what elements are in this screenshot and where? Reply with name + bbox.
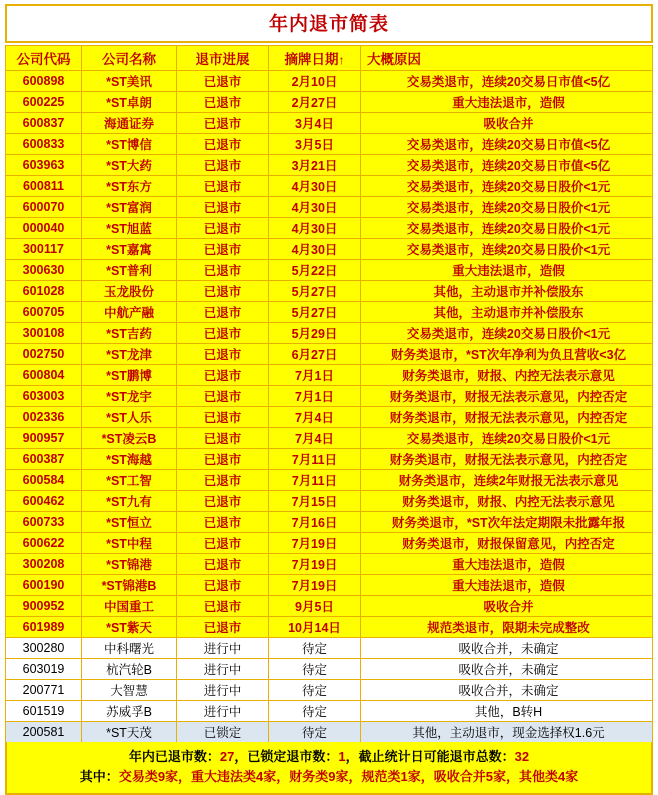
cell-delist-date: 7月1日 bbox=[269, 386, 361, 407]
cell-delist-date: 7月19日 bbox=[269, 554, 361, 575]
table-row[interactable] bbox=[6, 365, 653, 386]
cell-progress: 已退市 bbox=[177, 617, 269, 638]
cell-progress: 已退市 bbox=[177, 134, 269, 155]
summary-total-label: ，截止统计日可能退市总数： bbox=[345, 749, 515, 764]
cell-reason: 财务类退市，财报、内控无法表示意见 bbox=[361, 365, 653, 386]
table-row[interactable] bbox=[6, 659, 653, 680]
cell-reason: 交易类退市，连续20交易日股价<1元 bbox=[361, 239, 653, 260]
cell-progress: 进行中 bbox=[177, 680, 269, 701]
delisting-table bbox=[5, 45, 653, 743]
cell-delist-date: 7月19日 bbox=[269, 575, 361, 596]
cell-company-name: *ST龙津 bbox=[82, 344, 177, 365]
cell-company-name: *ST东方 bbox=[82, 176, 177, 197]
table-row[interactable] bbox=[6, 407, 653, 428]
cell-delist-date: 7月11日 bbox=[269, 470, 361, 491]
cell-progress: 已退市 bbox=[177, 386, 269, 407]
cell-delist-date: 待定 bbox=[269, 638, 361, 659]
cell-delist-date: 5月22日 bbox=[269, 260, 361, 281]
cell-delist-date: 7月1日 bbox=[269, 365, 361, 386]
cell-company-code: 300108 bbox=[6, 323, 82, 344]
summary-locked-count: 1 bbox=[338, 749, 346, 764]
cell-progress: 已退市 bbox=[177, 365, 269, 386]
cell-company-name: 中航产融 bbox=[82, 302, 177, 323]
table-row[interactable] bbox=[6, 92, 653, 113]
table-row[interactable] bbox=[6, 176, 653, 197]
cell-progress: 已退市 bbox=[177, 596, 269, 617]
cell-delist-date: 7月16日 bbox=[269, 512, 361, 533]
table-row[interactable] bbox=[6, 596, 653, 617]
table-header-row bbox=[6, 46, 653, 71]
table-row[interactable] bbox=[6, 701, 653, 722]
cell-company-code: 600070 bbox=[6, 197, 82, 218]
cell-reason: 重大违法退市，造假 bbox=[361, 575, 653, 596]
cell-company-code: 600705 bbox=[6, 302, 82, 323]
column-header-date[interactable] bbox=[269, 46, 361, 71]
cell-company-name: *ST旭蓝 bbox=[82, 218, 177, 239]
table-row[interactable] bbox=[6, 386, 653, 407]
cell-company-code: 600837 bbox=[6, 113, 82, 134]
cell-company-name: *ST中程 bbox=[82, 533, 177, 554]
cell-company-code: 603019 bbox=[6, 659, 82, 680]
table-row[interactable] bbox=[6, 71, 653, 92]
cell-delist-date: 4月30日 bbox=[269, 176, 361, 197]
cell-progress: 已退市 bbox=[177, 554, 269, 575]
table-row[interactable] bbox=[6, 155, 653, 176]
table-row[interactable] bbox=[6, 638, 653, 659]
cell-reason: 交易类退市，连续20交易日市值<5亿 bbox=[361, 155, 653, 176]
cell-progress: 已退市 bbox=[177, 302, 269, 323]
cell-delist-date: 5月29日 bbox=[269, 323, 361, 344]
cell-delist-date: 待定 bbox=[269, 680, 361, 701]
cell-company-name: *ST锦港 bbox=[82, 554, 177, 575]
cell-reason: 财务类退市，财报、内控无法表示意见 bbox=[361, 491, 653, 512]
cell-company-code: 200581 bbox=[6, 722, 82, 743]
cell-company-code: 601519 bbox=[6, 701, 82, 722]
column-header-code[interactable]: 公司代码 bbox=[6, 46, 82, 71]
cell-company-code: 600733 bbox=[6, 512, 82, 533]
cell-company-code: 000040 bbox=[6, 218, 82, 239]
cell-reason: 重大违法退市，造假 bbox=[361, 260, 653, 281]
summary-footer bbox=[5, 742, 653, 795]
cell-company-code: 600833 bbox=[6, 134, 82, 155]
sort-ascending-icon[interactable]: ↑ bbox=[338, 53, 345, 67]
cell-company-code: 600584 bbox=[6, 470, 82, 491]
cell-company-code: 600811 bbox=[6, 176, 82, 197]
cell-progress: 已退市 bbox=[177, 407, 269, 428]
cell-company-name: *ST凌云B bbox=[82, 428, 177, 449]
table-row[interactable] bbox=[6, 533, 653, 554]
table-row[interactable] bbox=[6, 575, 653, 596]
cell-delist-date: 5月27日 bbox=[269, 302, 361, 323]
cell-progress: 已退市 bbox=[177, 575, 269, 596]
table-row[interactable] bbox=[6, 449, 653, 470]
cell-company-code: 300630 bbox=[6, 260, 82, 281]
cell-company-name: *ST天茂 bbox=[82, 722, 177, 743]
cell-delist-date: 5月27日 bbox=[269, 281, 361, 302]
cell-progress: 已退市 bbox=[177, 512, 269, 533]
cell-reason: 吸收合并 bbox=[361, 596, 653, 617]
summary-breakdown-label: 其中： bbox=[79, 769, 119, 785]
cell-delist-date: 2月27日 bbox=[269, 92, 361, 113]
cell-company-code: 900957 bbox=[6, 428, 82, 449]
column-header-name[interactable]: 公司名称 bbox=[82, 46, 177, 71]
cell-reason: 交易类退市，连续20交易日股价<1元 bbox=[361, 197, 653, 218]
cell-reason: 吸收合并，未确定 bbox=[361, 680, 653, 701]
cell-company-name: *ST人乐 bbox=[82, 407, 177, 428]
cell-company-name: *ST嘉寓 bbox=[82, 239, 177, 260]
cell-reason: 交易类退市，连续20交易日股价<1元 bbox=[361, 218, 653, 239]
cell-company-name: *ST九有 bbox=[82, 491, 177, 512]
summary-delisted-label: 年内已退市数： bbox=[128, 749, 220, 764]
cell-company-name: 大智慧 bbox=[82, 680, 177, 701]
cell-delist-date: 3月5日 bbox=[269, 134, 361, 155]
summary-total-count: 32 bbox=[514, 749, 530, 764]
cell-progress: 已锁定 bbox=[177, 722, 269, 743]
cell-delist-date: 待定 bbox=[269, 701, 361, 722]
cell-progress: 已退市 bbox=[177, 155, 269, 176]
summary-delisted-count: 27 bbox=[219, 749, 235, 764]
cell-progress: 已退市 bbox=[177, 176, 269, 197]
table-row[interactable] bbox=[6, 512, 653, 533]
column-header-reason[interactable]: 大概原因 bbox=[361, 46, 653, 71]
cell-progress: 已退市 bbox=[177, 428, 269, 449]
cell-company-code: 600387 bbox=[6, 449, 82, 470]
table-row[interactable] bbox=[6, 302, 653, 323]
cell-reason: 财务类退市，*ST次年净利为负且营收<3亿 bbox=[361, 344, 653, 365]
cell-progress: 进行中 bbox=[177, 638, 269, 659]
cell-progress: 已退市 bbox=[177, 533, 269, 554]
cell-progress: 已退市 bbox=[177, 449, 269, 470]
cell-reason: 交易类退市，连续20交易日股价<1元 bbox=[361, 323, 653, 344]
cell-company-name: *ST大药 bbox=[82, 155, 177, 176]
cell-delist-date: 待定 bbox=[269, 722, 361, 743]
cell-company-name: *ST吉药 bbox=[82, 323, 177, 344]
summary-line-1 bbox=[7, 747, 651, 767]
cell-company-name: *ST紫天 bbox=[82, 617, 177, 638]
cell-reason: 交易类退市，连续20交易日市值<5亿 bbox=[361, 71, 653, 92]
cell-reason: 交易类退市，连续20交易日市值<5亿 bbox=[361, 134, 653, 155]
cell-company-code: 600190 bbox=[6, 575, 82, 596]
table-row[interactable] bbox=[6, 344, 653, 365]
cell-company-code: 601028 bbox=[6, 281, 82, 302]
cell-delist-date: 7月4日 bbox=[269, 407, 361, 428]
cell-delist-date: 3月4日 bbox=[269, 113, 361, 134]
table-row[interactable] bbox=[6, 113, 653, 134]
column-header-date-label: 摘牌日期 bbox=[284, 52, 339, 67]
cell-company-name: *ST普利 bbox=[82, 260, 177, 281]
cell-company-code: 300117 bbox=[6, 239, 82, 260]
cell-company-name: *ST锦港B bbox=[82, 575, 177, 596]
cell-delist-date: 7月4日 bbox=[269, 428, 361, 449]
cell-delist-date: 7月19日 bbox=[269, 533, 361, 554]
cell-reason: 吸收合并，未确定 bbox=[361, 638, 653, 659]
cell-company-name: 杭汽轮B bbox=[82, 659, 177, 680]
cell-reason: 重大违法退市，造假 bbox=[361, 554, 653, 575]
page-title: 年内退市简表 bbox=[5, 4, 653, 43]
table-row[interactable] bbox=[6, 491, 653, 512]
cell-delist-date: 6月27日 bbox=[269, 344, 361, 365]
table-row[interactable] bbox=[6, 218, 653, 239]
table-row[interactable] bbox=[6, 554, 653, 575]
cell-progress: 已退市 bbox=[177, 491, 269, 512]
cell-company-code: 002750 bbox=[6, 344, 82, 365]
cell-progress: 已退市 bbox=[177, 260, 269, 281]
cell-company-name: 苏威孚B bbox=[82, 701, 177, 722]
cell-progress: 已退市 bbox=[177, 218, 269, 239]
table-row[interactable] bbox=[6, 197, 653, 218]
cell-reason: 规范类退市，限期未完成整改 bbox=[361, 617, 653, 638]
cell-progress: 进行中 bbox=[177, 701, 269, 722]
table-row[interactable] bbox=[6, 323, 653, 344]
cell-company-name: *ST卓朗 bbox=[82, 92, 177, 113]
cell-company-code: 603003 bbox=[6, 386, 82, 407]
cell-company-code: 600225 bbox=[6, 92, 82, 113]
table-body bbox=[6, 71, 653, 743]
table-row[interactable] bbox=[6, 470, 653, 491]
cell-company-code: 600462 bbox=[6, 491, 82, 512]
cell-progress: 已退市 bbox=[177, 71, 269, 92]
cell-company-name: *ST龙宇 bbox=[82, 386, 177, 407]
cell-reason: 财务类退市，*ST次年法定期限未批露年报 bbox=[361, 512, 653, 533]
cell-company-name: *ST海越 bbox=[82, 449, 177, 470]
summary-breakdown-value: 交易类9家，重大违法类4家，财务类9家，规范类1家，吸收合并5家，其他类4家 bbox=[118, 769, 579, 785]
cell-reason: 其他，主动退市，现金选择权1.6元 bbox=[361, 722, 653, 743]
cell-company-name: *ST美讯 bbox=[82, 71, 177, 92]
cell-delist-date: 4月30日 bbox=[269, 218, 361, 239]
cell-company-name: *ST鹏博 bbox=[82, 365, 177, 386]
cell-company-code: 600804 bbox=[6, 365, 82, 386]
cell-reason: 其他，B转H bbox=[361, 701, 653, 722]
table-row[interactable] bbox=[6, 134, 653, 155]
cell-company-code: 603963 bbox=[6, 155, 82, 176]
cell-company-name: 海通证券 bbox=[82, 113, 177, 134]
cell-reason: 吸收合并 bbox=[361, 113, 653, 134]
cell-company-code: 601989 bbox=[6, 617, 82, 638]
summary-locked-label: ，已锁定退市数： bbox=[234, 749, 339, 764]
cell-reason: 吸收合并，未确定 bbox=[361, 659, 653, 680]
table-row[interactable] bbox=[6, 260, 653, 281]
cell-progress: 已退市 bbox=[177, 344, 269, 365]
cell-delist-date: 2月10日 bbox=[269, 71, 361, 92]
cell-reason: 交易类退市，连续20交易日股价<1元 bbox=[361, 176, 653, 197]
cell-progress: 进行中 bbox=[177, 659, 269, 680]
cell-delist-date: 10月14日 bbox=[269, 617, 361, 638]
table-row[interactable] bbox=[6, 680, 653, 701]
table-row[interactable] bbox=[6, 281, 653, 302]
cell-company-name: *ST恒立 bbox=[82, 512, 177, 533]
table-row[interactable] bbox=[6, 722, 653, 743]
cell-company-name: *ST博信 bbox=[82, 134, 177, 155]
table-row[interactable] bbox=[6, 617, 653, 638]
cell-delist-date: 待定 bbox=[269, 659, 361, 680]
cell-progress: 已退市 bbox=[177, 113, 269, 134]
cell-delist-date: 4月30日 bbox=[269, 197, 361, 218]
cell-company-name: 玉龙股份 bbox=[82, 281, 177, 302]
cell-reason: 财务类退市，财报无法表示意见，内控否定 bbox=[361, 449, 653, 470]
cell-company-code: 900952 bbox=[6, 596, 82, 617]
cell-delist-date: 9月5日 bbox=[269, 596, 361, 617]
cell-company-code: 600622 bbox=[6, 533, 82, 554]
cell-company-code: 300208 bbox=[6, 554, 82, 575]
cell-delist-date: 7月15日 bbox=[269, 491, 361, 512]
cell-progress: 已退市 bbox=[177, 239, 269, 260]
column-header-progress[interactable]: 退市进展 bbox=[177, 46, 269, 71]
cell-reason: 其他，主动退市并补偿股东 bbox=[361, 281, 653, 302]
cell-progress: 已退市 bbox=[177, 197, 269, 218]
cell-company-code: 300280 bbox=[6, 638, 82, 659]
table-row[interactable] bbox=[6, 239, 653, 260]
cell-company-name: 中科曙光 bbox=[82, 638, 177, 659]
cell-company-code: 002336 bbox=[6, 407, 82, 428]
cell-delist-date: 4月30日 bbox=[269, 239, 361, 260]
cell-reason: 交易类退市，连续20交易日股价<1元 bbox=[361, 428, 653, 449]
cell-delist-date: 3月21日 bbox=[269, 155, 361, 176]
table-row[interactable] bbox=[6, 428, 653, 449]
cell-progress: 已退市 bbox=[177, 323, 269, 344]
cell-reason: 重大违法退市，造假 bbox=[361, 92, 653, 113]
cell-company-name: *ST工智 bbox=[82, 470, 177, 491]
cell-reason: 财务类退市，财报无法表示意见，内控否定 bbox=[361, 407, 653, 428]
cell-progress: 已退市 bbox=[177, 281, 269, 302]
cell-delist-date: 7月11日 bbox=[269, 449, 361, 470]
cell-reason: 财务类退市，财报保留意见，内控否定 bbox=[361, 533, 653, 554]
cell-company-code: 600898 bbox=[6, 71, 82, 92]
cell-company-name: 中国重工 bbox=[82, 596, 177, 617]
cell-company-name: *ST富润 bbox=[82, 197, 177, 218]
cell-progress: 已退市 bbox=[177, 92, 269, 113]
cell-reason: 财务类退市，财报无法表示意见，内控否定 bbox=[361, 386, 653, 407]
cell-reason: 其他，主动退市并补偿股东 bbox=[361, 302, 653, 323]
cell-company-code: 200771 bbox=[6, 680, 82, 701]
cell-reason: 财务类退市，连续2年财报无法表示意见 bbox=[361, 470, 653, 491]
summary-line-2 bbox=[7, 767, 651, 787]
cell-progress: 已退市 bbox=[177, 470, 269, 491]
